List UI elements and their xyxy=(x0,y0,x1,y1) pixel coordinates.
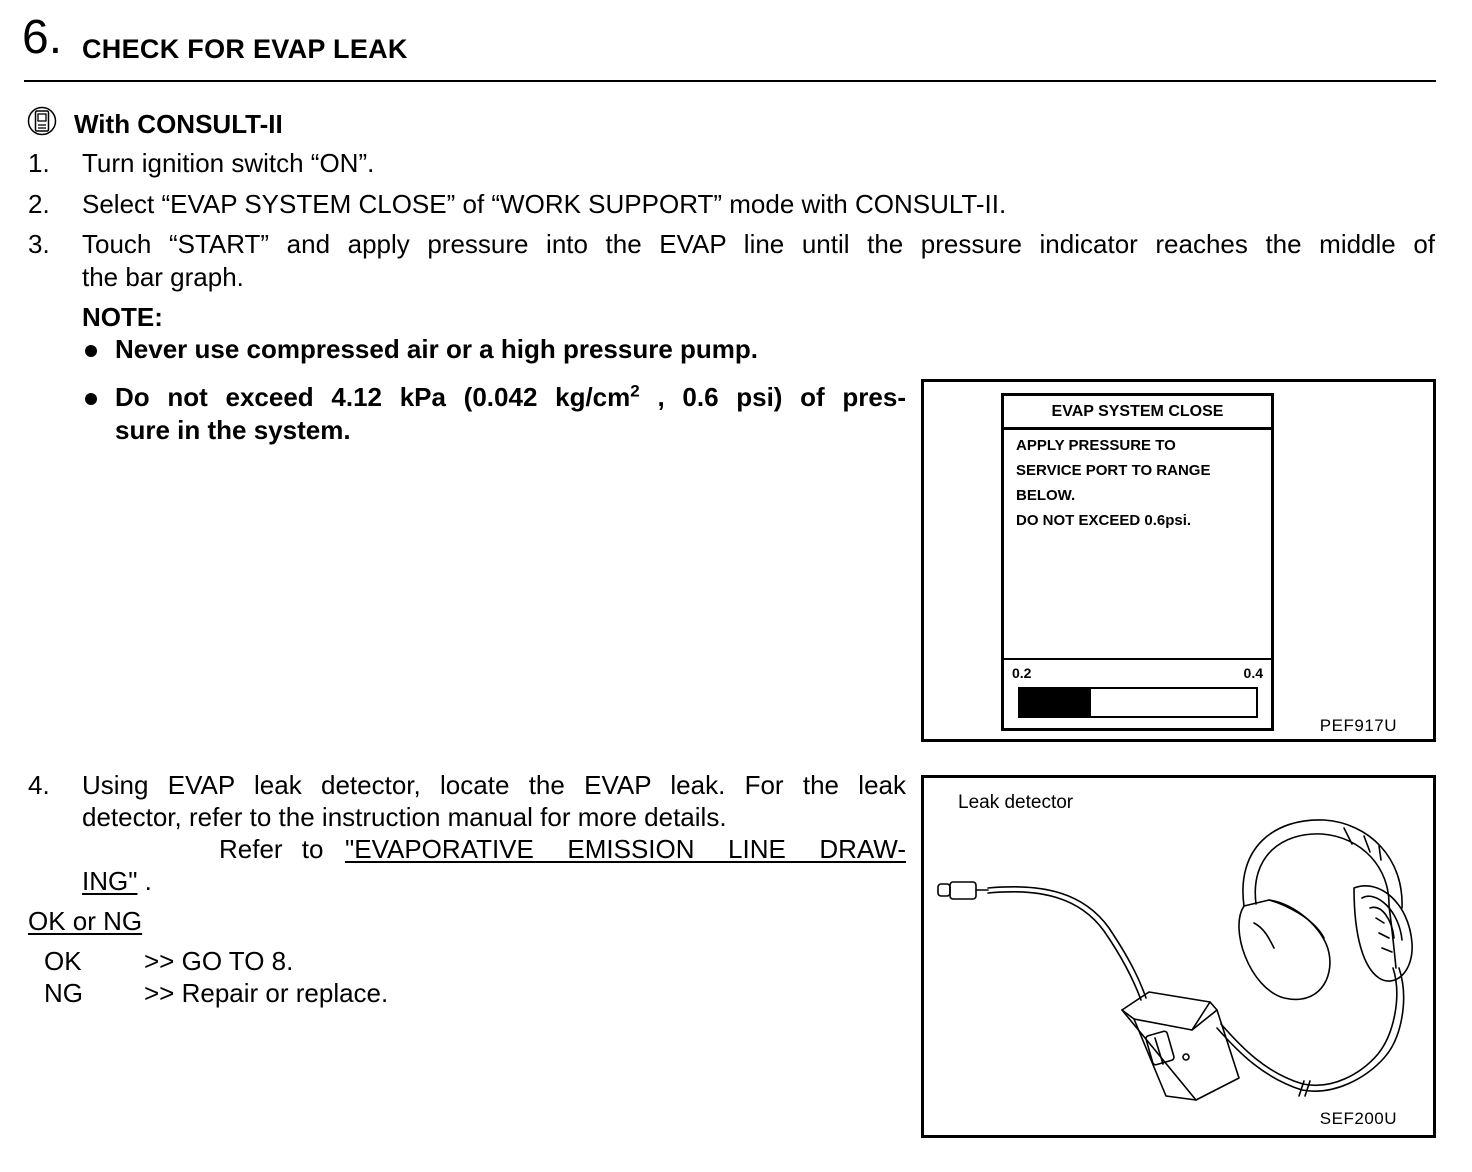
refer-link-continuation[interactable]: ING" xyxy=(82,866,138,896)
bullet-icon xyxy=(85,345,97,357)
figure-consult-screen xyxy=(921,379,1436,742)
note-bullet-1: Never use compressed air or a high pressure pump. xyxy=(115,334,759,364)
step-4-number: 4. xyxy=(28,770,50,800)
note-heading: NOTE: xyxy=(82,302,163,332)
figure-code: SEF200U xyxy=(1319,1109,1397,1128)
step-2-text: Select “EVAP SYSTEM CLOSE” of “WORK SUPPORT” mode with CONSULT-II. xyxy=(82,189,1007,219)
screen-line: DO NOT EXCEED 0.6psi. xyxy=(1016,512,1192,529)
result-heading: OK or NG xyxy=(28,906,143,936)
section-number: 6. xyxy=(22,11,63,64)
figure-label: Leak detector xyxy=(958,792,1074,813)
step-4-text-line2: detector, refer to the instruction manual for more details. xyxy=(82,802,727,832)
leak-detector-illustration xyxy=(924,778,1433,1135)
figure-code: PEF917U xyxy=(1319,716,1397,735)
screen-title: EVAP SYSTEM CLOSE xyxy=(1004,396,1271,430)
screen-line: APPLY PRESSURE TO xyxy=(1016,437,1176,454)
step-4-text-line1: Using EVAP leak detector, locate the EVAP leak. For the leak xyxy=(82,770,906,800)
pressure-bar-fill xyxy=(1020,689,1091,716)
figure-leak-detector xyxy=(921,775,1436,1138)
refer-link-line2: ING" . xyxy=(82,866,152,896)
refer-link-line1[interactable]: "EVAPORATIVE EMISSION LINE DRAW- xyxy=(345,834,906,864)
step-2-number: 2. xyxy=(28,189,50,219)
result-ng-action: >> Repair or replace. xyxy=(144,978,389,1008)
step-3-number: 3. xyxy=(28,229,50,259)
step-3-text-line2: the bar graph. xyxy=(82,262,244,292)
step-3-text-line1: Touch “START” and apply pressure into the EVAP line until the pressure indicator reaches the middle of xyxy=(82,229,1435,259)
step-1-text: Turn ignition switch “ON”. xyxy=(82,148,375,178)
result-ok-action: >> GO TO 8. xyxy=(144,946,294,976)
refer-prefix: Refer to xyxy=(219,834,324,864)
consult-heading: With CONSULT-II xyxy=(74,109,283,139)
section-title: CHECK FOR EVAP LEAK xyxy=(82,34,408,64)
bullet-icon xyxy=(85,393,97,405)
scale-min-label: 0.2 xyxy=(1012,665,1032,681)
result-ok-label: OK xyxy=(44,946,82,976)
screen-line: BELOW. xyxy=(1016,487,1076,504)
scale-max-label: 0.4 xyxy=(1243,665,1263,681)
screen-line: SERVICE PORT TO RANGE xyxy=(1016,462,1211,479)
consult-screen xyxy=(1001,393,1274,731)
note-bullet-2-line1: Do not exceed 4.12 kPa (0.042 $kg/cm^2$ , 0.6 psi) of pres- xyxy=(115,381,906,412)
consult-tester-icon xyxy=(27,106,57,136)
scale-divider xyxy=(1004,658,1271,660)
result-ng-label: NG xyxy=(44,978,83,1008)
step-1-number: 1. xyxy=(28,148,50,178)
title-divider xyxy=(24,80,1436,82)
note-bullet-2-line2: sure in the system. xyxy=(115,415,351,445)
pressure-bar-graph xyxy=(1018,687,1258,718)
